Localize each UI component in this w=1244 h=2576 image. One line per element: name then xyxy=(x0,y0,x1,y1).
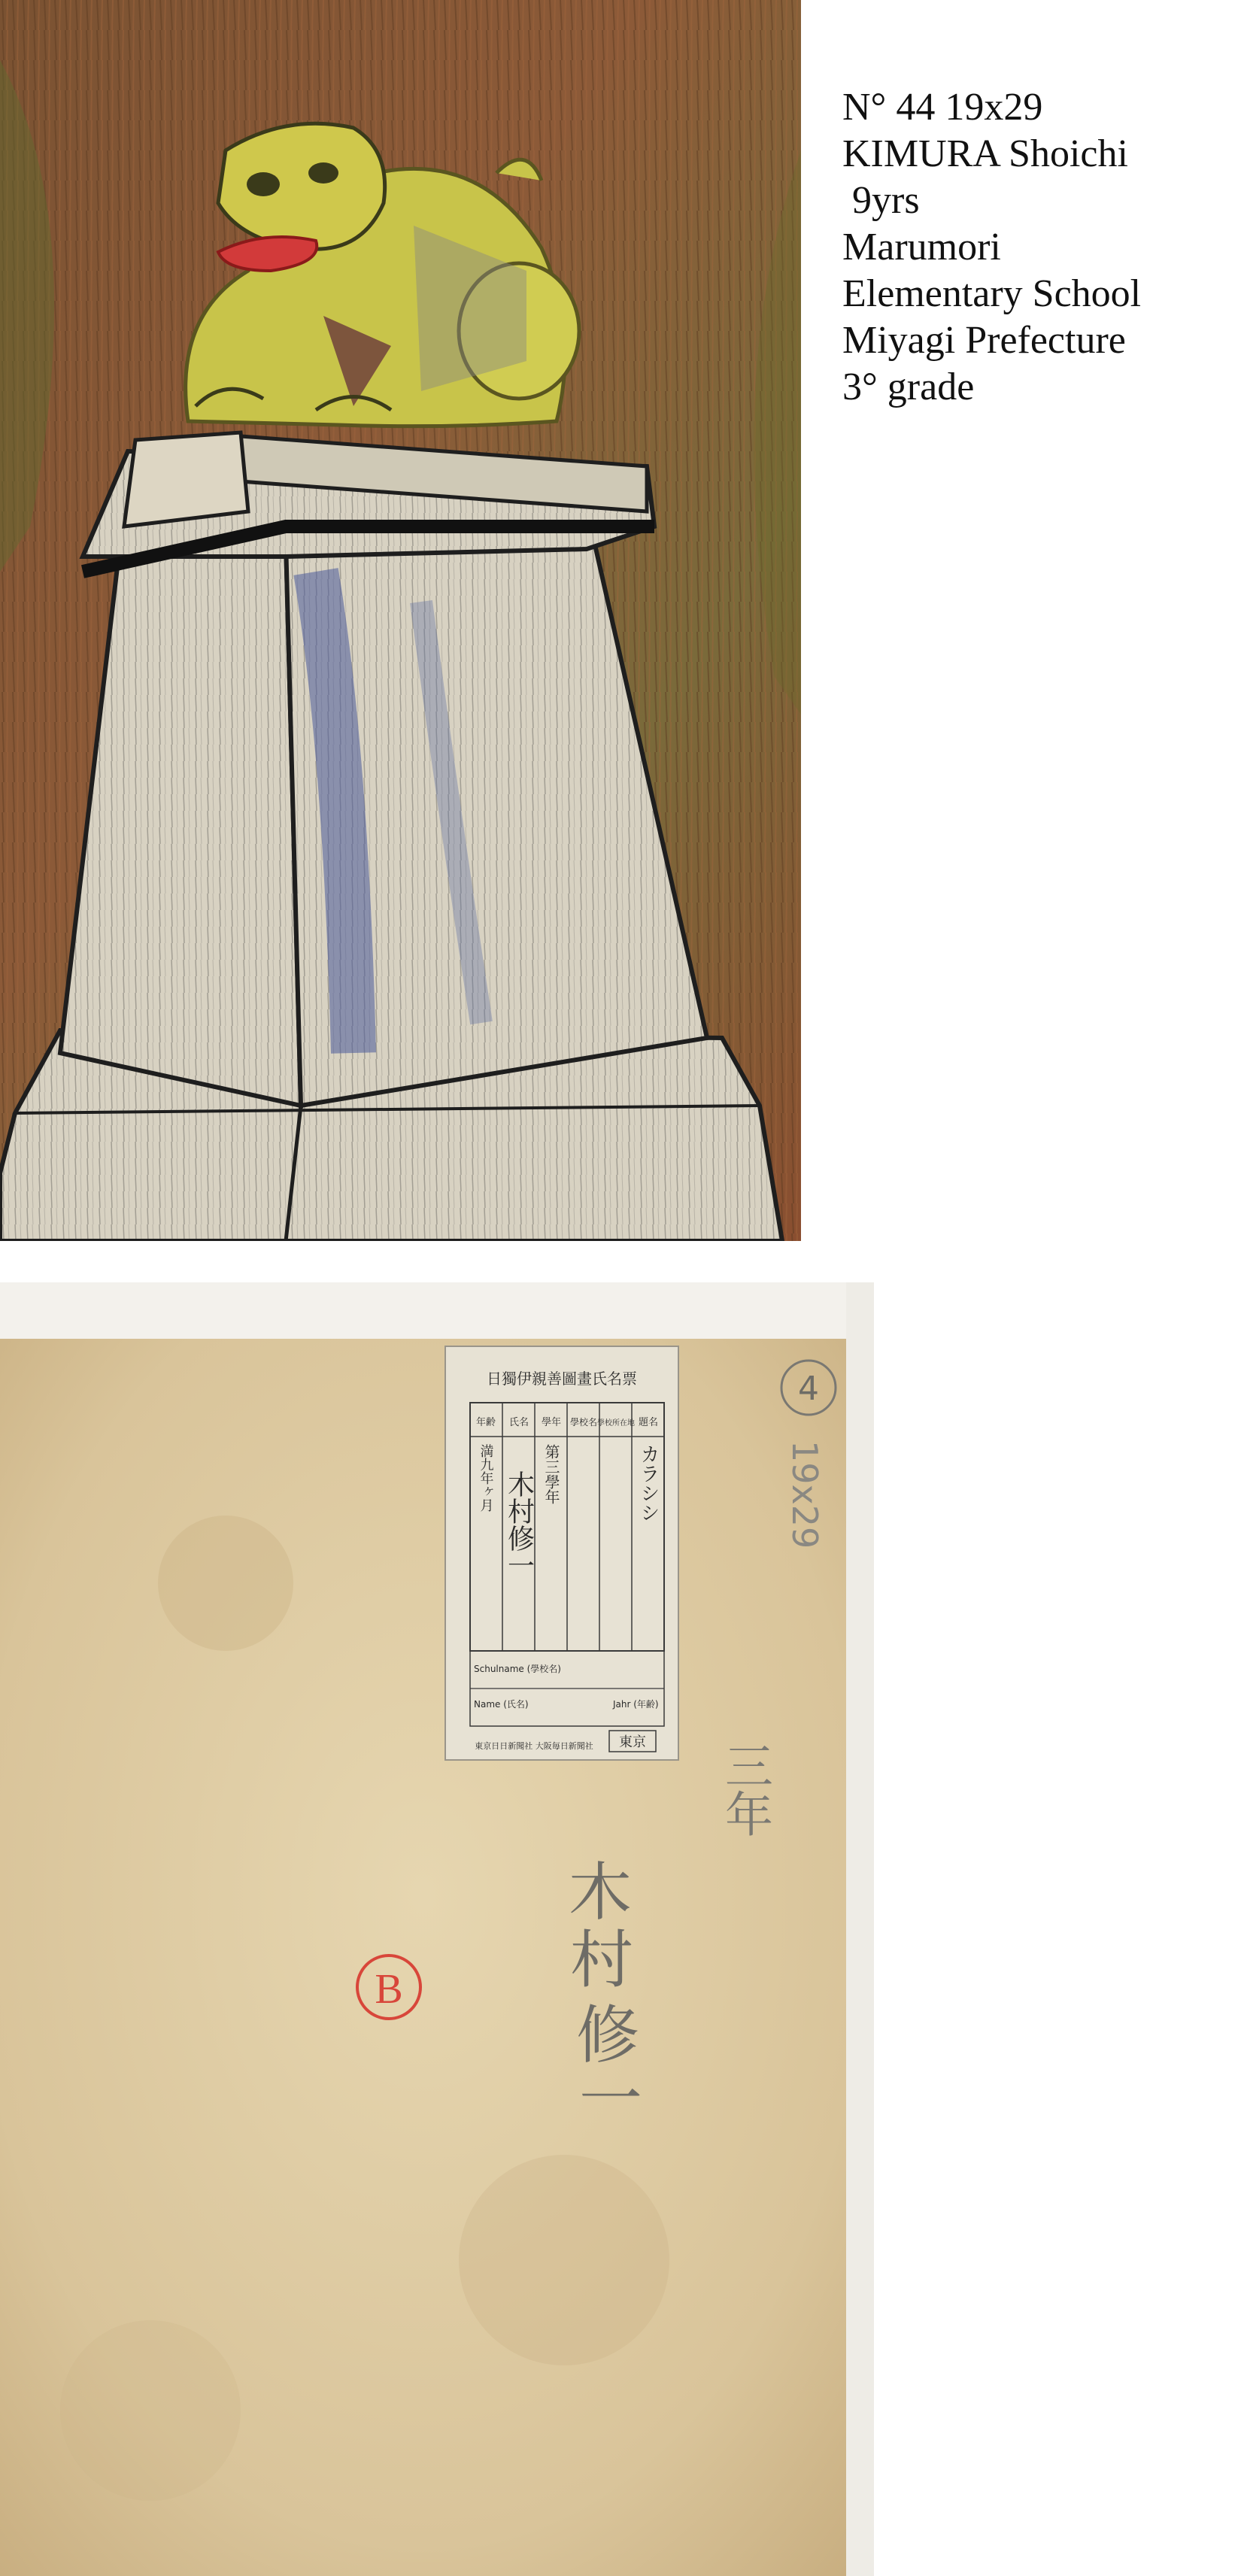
entry-label xyxy=(445,1346,678,1760)
name-char-3: 修 xyxy=(575,1998,640,2072)
label-header-location: 學校所在地 xyxy=(597,1419,635,1428)
grade: 3° grade xyxy=(842,366,975,408)
artwork-drawing xyxy=(0,0,801,1241)
label-header-age: 年齢 xyxy=(475,1417,496,1428)
grade-note: 三年 xyxy=(717,1741,772,1837)
label-header-title: 題名 xyxy=(638,1417,659,1428)
label-footer: 東京日日新聞社 大阪毎日新聞社 xyxy=(475,1741,593,1751)
label-header-grade: 學年 xyxy=(541,1417,562,1428)
artist-age: 9yrs xyxy=(842,179,920,222)
prefecture: Miyagi Prefecture xyxy=(842,319,1126,362)
label-age-field: Jahr (年齢) xyxy=(613,1699,659,1710)
name-char-2: 村 xyxy=(569,1923,634,1997)
label-grade-value: 第三學年 xyxy=(542,1444,560,1504)
circled-number: 4 xyxy=(798,1370,819,1408)
size-note: 19x29 xyxy=(784,1440,825,1549)
school-name-line2: Elementary School xyxy=(842,272,1142,315)
name-char-1: 木 xyxy=(568,1855,633,1929)
pedestal-pillar xyxy=(60,542,707,1106)
label-city: 東京 xyxy=(619,1734,646,1750)
name-char-4: 一 xyxy=(578,2062,643,2136)
catalog-number: N° 44 19x29 xyxy=(842,86,1043,129)
label-header-name: 氏名 xyxy=(508,1417,529,1428)
label-school-field: Schulname (學校名) xyxy=(474,1664,561,1674)
komainu-lion xyxy=(186,123,579,426)
label-title-value: カラシシ xyxy=(637,1444,660,1522)
school-name-line1: Marumori xyxy=(842,226,1001,269)
artwork-caption xyxy=(842,84,1233,411)
label-header-school: 學校名 xyxy=(569,1417,598,1428)
stamp-letter: B xyxy=(375,1966,403,2013)
artist-name: KIMURA Shoichi xyxy=(842,132,1128,175)
artwork-reverse-side xyxy=(0,1282,874,2576)
label-title: 日獨伊親善圖畫氏名票 xyxy=(487,1370,637,1388)
handwritten-name xyxy=(569,1855,642,2136)
label-name-value: 木村修一 xyxy=(503,1470,535,1579)
label-age-value: 満九年ヶ月 xyxy=(478,1444,494,1512)
label-name-field: Name (氏名) xyxy=(474,1699,529,1710)
